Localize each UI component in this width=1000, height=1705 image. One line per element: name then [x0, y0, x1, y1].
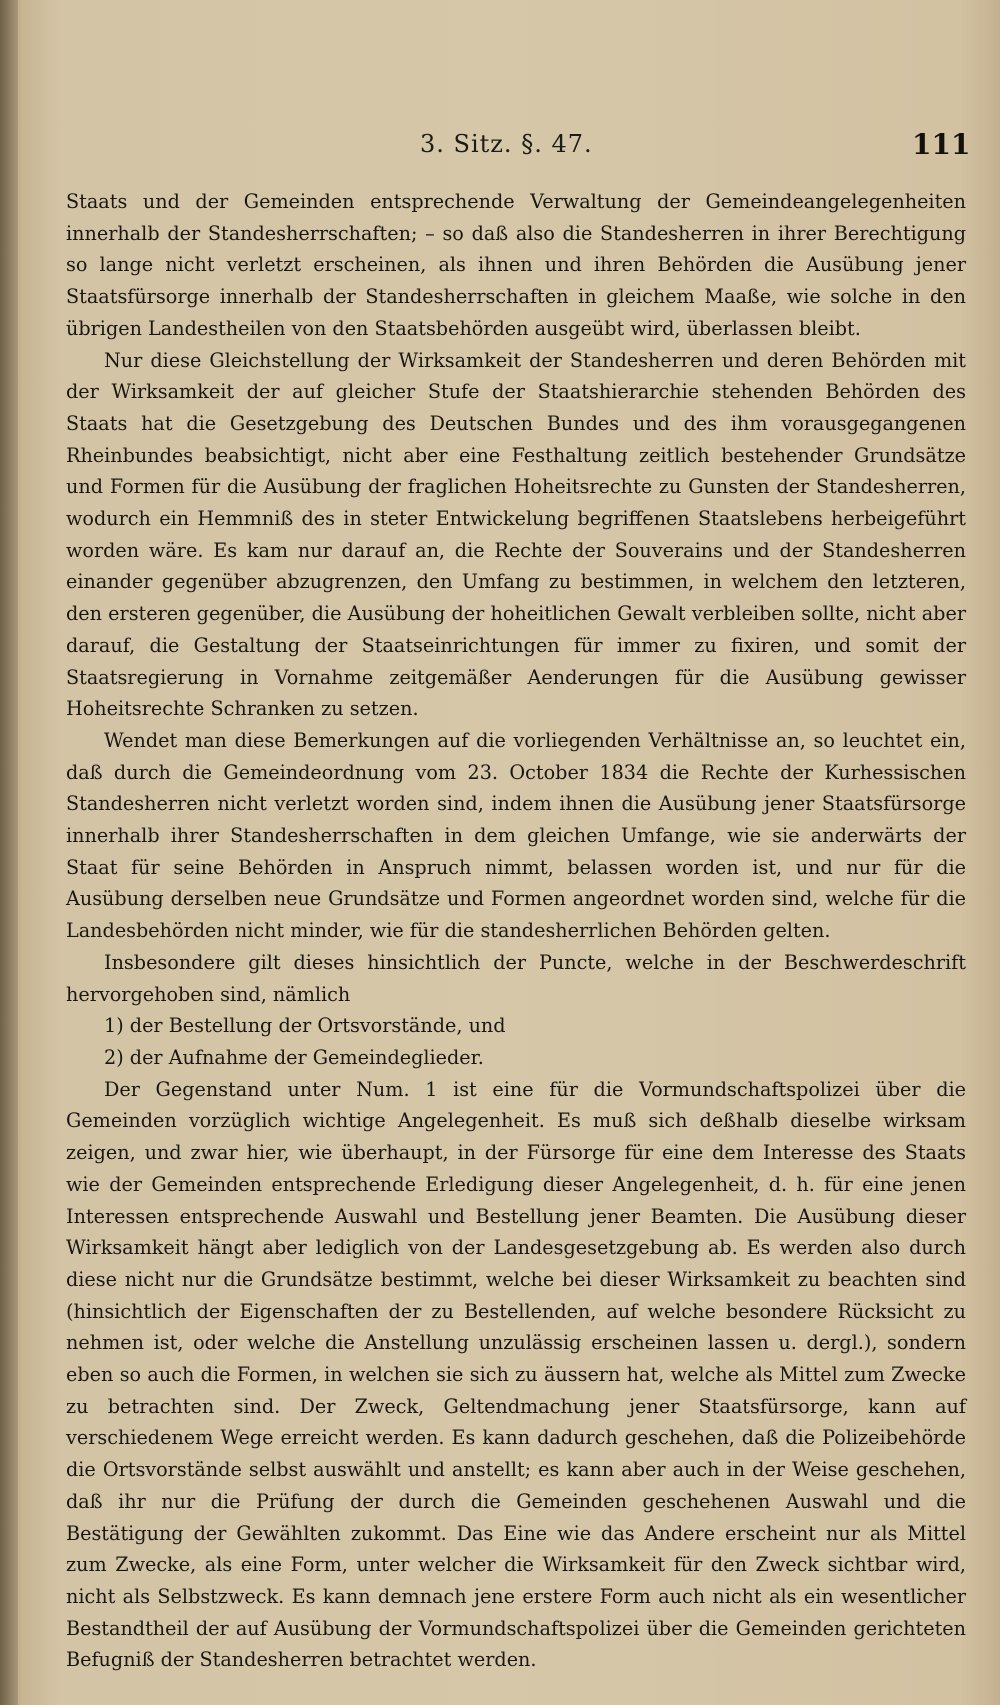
paragraph: Nur diese Gleichstellung der Wirksamkeit der Standesherren und deren Behörden mit der Wirksamkeit der auf gleicher Stufe der Staatshierarchie stehenden Behörden des Staats hat die Gesetzgebung des Deutschen Bundes und des ihm vorausgegangenen Rheinbundes beabsichtigt, nicht aber eine Festhaltung zeitlich bestehender Grundsätze und Formen für die Ausübung der fraglichen Hoheitsrechte zu Gunsten der Standesherren, wodurch ein Hemmniß des in steter Entwickelung begriffenen Staatslebens herbeigeführt worden wäre. Es kam nur darauf an, die Rechte der Souverains und der Standesherren einander gegenüber abzugrenzen, den Umfang zu bestimmen, in welchem den letzteren, den ersteren gegenüber, die Ausübung der hoheitlichen Gewalt verbleiben sollte, nicht aber darauf, die Gestaltung der Staatseinrichtungen für immer zu fixiren, und somit der Staatsregierung in Vornahme zeitgemäßer Aenderungen für die Ausübung gewisser Hoheitsrechte Schranken zu setzen. — [66, 348, 966, 721]
page-number: 111 — [912, 128, 971, 161]
page-gutter — [0, 0, 18, 1705]
list-item: 2) der Aufnahme der Gemeindeglieder. — [104, 1045, 484, 1069]
running-head: 3. Sitz. §. 47. — [420, 130, 593, 158]
list-item: 1) der Bestellung der Ortsvorstände, und — [104, 1014, 506, 1038]
paragraph: Wendet man diese Bemerkungen auf die vorliegenden Verhältnisse an, so leuchtet ein, daß durch die Gemeindeordnung vom 23. October 1834 die Rechte der Kurhessischen Standesherren nicht verletzt worden sind, indem ihnen die Ausübung jener Staatsfürsorge innerhalb ihrer Standesherrschaften in dem gleichen Umfange, wie sie anderwärts der Staat für seine Behörden in Anspruch nimmt, belassen worden ist, und nur für die Ausübung derselben neue Grundsätze und Formen angeordnet worden sind, welche für die Landesbehörden nicht minder, wie für die standesherrlichen Behörden gelten. — [66, 728, 966, 943]
paragraph-continuation: Staats und der Gemeinden entsprechende Verwaltung der Gemeindeangelegenheiten innerhalb der Standesherrschaften; – so daß also die Standesherren in ihrer Berechtigung so lange nicht verletzt erscheinen, als ihnen und ihren Behörden die Ausübung jener Staatsfürsorge innerhalb der Standesherrschaften in gleichem Maaße, wie solche in den übrigen Landestheilen von den Staatsbehörden ausgeübt wird, überlassen bleibt. — [66, 190, 966, 340]
body-text — [66, 186, 966, 1676]
paragraph: Der Gegenstand unter Num. 1 ist eine für die Vormundschaftspolizei über die Gemeinden vorzüglich wichtige Angelegenheit. Es muß sich deßhalb dieselbe wirksam zeigen, und zwar hier, wie überhaupt, in der Fürsorge für eine dem Interesse des Staats wie der Gemeinden entsprechende Erledigung dieser Angelegenheit, d. h. für eine jenen Interessen entsprechende Auswahl und Bestellung jener Beamten. Die Ausübung dieser Wirksamkeit hängt aber lediglich von der Landesgesetzgebung ab. Es werden also durch diese nicht nur die Grundsätze bestimmt, welche bei dieser Wirksamkeit zu beachten sind (hinsichtlich der Eigenschaften der zu Bestellenden, auf welche besondere Rücksicht zu nehmen ist, oder welche die Anstellung unzulässig erscheinen lassen u. dergl.), sondern eben so auch die Formen, in welchen sie sich zu äussern hat, welche als Mittel zum Zwecke zu betrachten sind. Der Zweck, Geltendmachung jener Staatsfürsorge, kann auf verschiedenem Wege erreicht werden. Es kann dadurch geschehen, daß die Polizeibehörde die Ortsvorstände selbst auswählt und anstellt; es kann aber auch in der Weise geschehen, daß ihr nur die Prüfung der durch die Gemeinden geschehenen Auswahl und die Bestätigung der Gewählten zukommt. Das Eine wie das Andere erscheint nur als Mittel zum Zwecke, als eine Form, unter welcher die Wirksamkeit für den Zweck sichtbar wird, nicht als Selbstzweck. Es kann demnach jene erstere Form auch nicht als ein wesentlicher Bestandtheil der auf Ausübung der Vormundschaftspolizei über die Gemeinden gerichteten Befugniß der Standesherren betrachtet werden. — [66, 1077, 966, 1672]
paragraph: Insbesondere gilt dieses hinsichtlich der Puncte, welche in der Beschwerdeschrift hervorgehoben sind, nämlich — [66, 950, 966, 1006]
page-header — [0, 128, 1000, 168]
